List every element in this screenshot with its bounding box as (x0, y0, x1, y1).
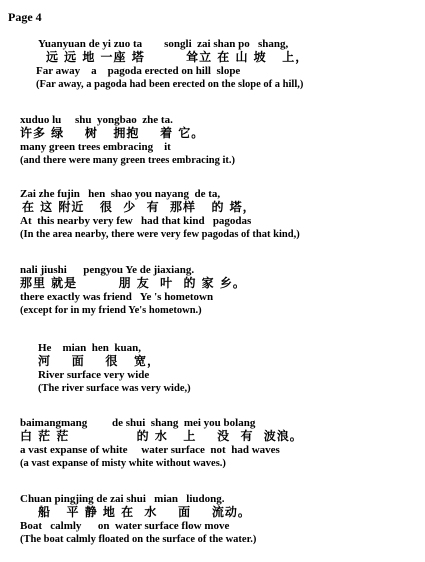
gloss-line: River surface very wide (38, 369, 150, 381)
hanzi-line: 船 平 静 地 在 水 面 流动。 (38, 505, 251, 519)
pinyin-line: xuduo lu shu yongbao zhe ta. (20, 114, 173, 126)
translation-line: (The river surface was very wide,) (38, 383, 191, 394)
pinyin-line: nali jiushi pengyou Ye de jiaxiang. (20, 264, 195, 276)
gloss-line: many green trees embracing it (20, 141, 171, 153)
hanzi-line: 白 茫 茫 的 水 上 没 有 波浪。 (20, 429, 303, 443)
pinyin-line: He mian hen kuan, (38, 342, 141, 354)
gloss-line: Far away a pagoda erected on hill slope (36, 65, 241, 77)
pinyin-line: Zai zhe fujin hen shao you nayang de ta, (20, 188, 221, 200)
translation-line: (except for in my friend Ye's hometown.) (20, 305, 202, 316)
translation-line: (and there were many green trees embracing it.) (20, 155, 236, 166)
hanzi-line: 在 这 附近 很 少 有 那样 的 塔， (22, 200, 256, 214)
pinyin-line: Yuanyuan de yi zuo ta songli zai shan po shang, (38, 38, 289, 50)
hanzi-line: 许多 绿 树 拥抱 着 它。 (20, 126, 205, 140)
translation-line: (In the area nearby, there were very few pagodas of that kind,) (20, 229, 300, 240)
gloss-line: there exactly was friend Ye 's hometown (20, 291, 214, 303)
gloss-line: a vast expanse of white water surface not had waves (20, 444, 280, 456)
pinyin-line: Chuan pingjing de zai shui mian liudong. (20, 493, 225, 505)
hanzi-line: 远 远 地 一座 塔 耸立 在 山 坡 上， (46, 50, 309, 64)
translation-line: (The boat calmly floated on the surface of the water.) (20, 534, 257, 545)
gloss-line: At this nearby very few had that kind pagodas (20, 215, 252, 227)
translation-line: (a vast expanse of misty white without waves.) (20, 458, 226, 469)
translation-line: (Far away, a pagoda had been erected on the slope of a hill,) (36, 79, 304, 90)
hanzi-line: 那里 就是 朋 友 叶 的 家 乡。 (20, 276, 246, 290)
page-label: Page 4 (8, 10, 42, 24)
gloss-line: Boat calmly on water surface flow move (20, 520, 230, 532)
hanzi-line: 河 面 很 宽， (38, 354, 160, 368)
pinyin-line: baimangmang de shui shang mei you bolang (20, 417, 256, 429)
